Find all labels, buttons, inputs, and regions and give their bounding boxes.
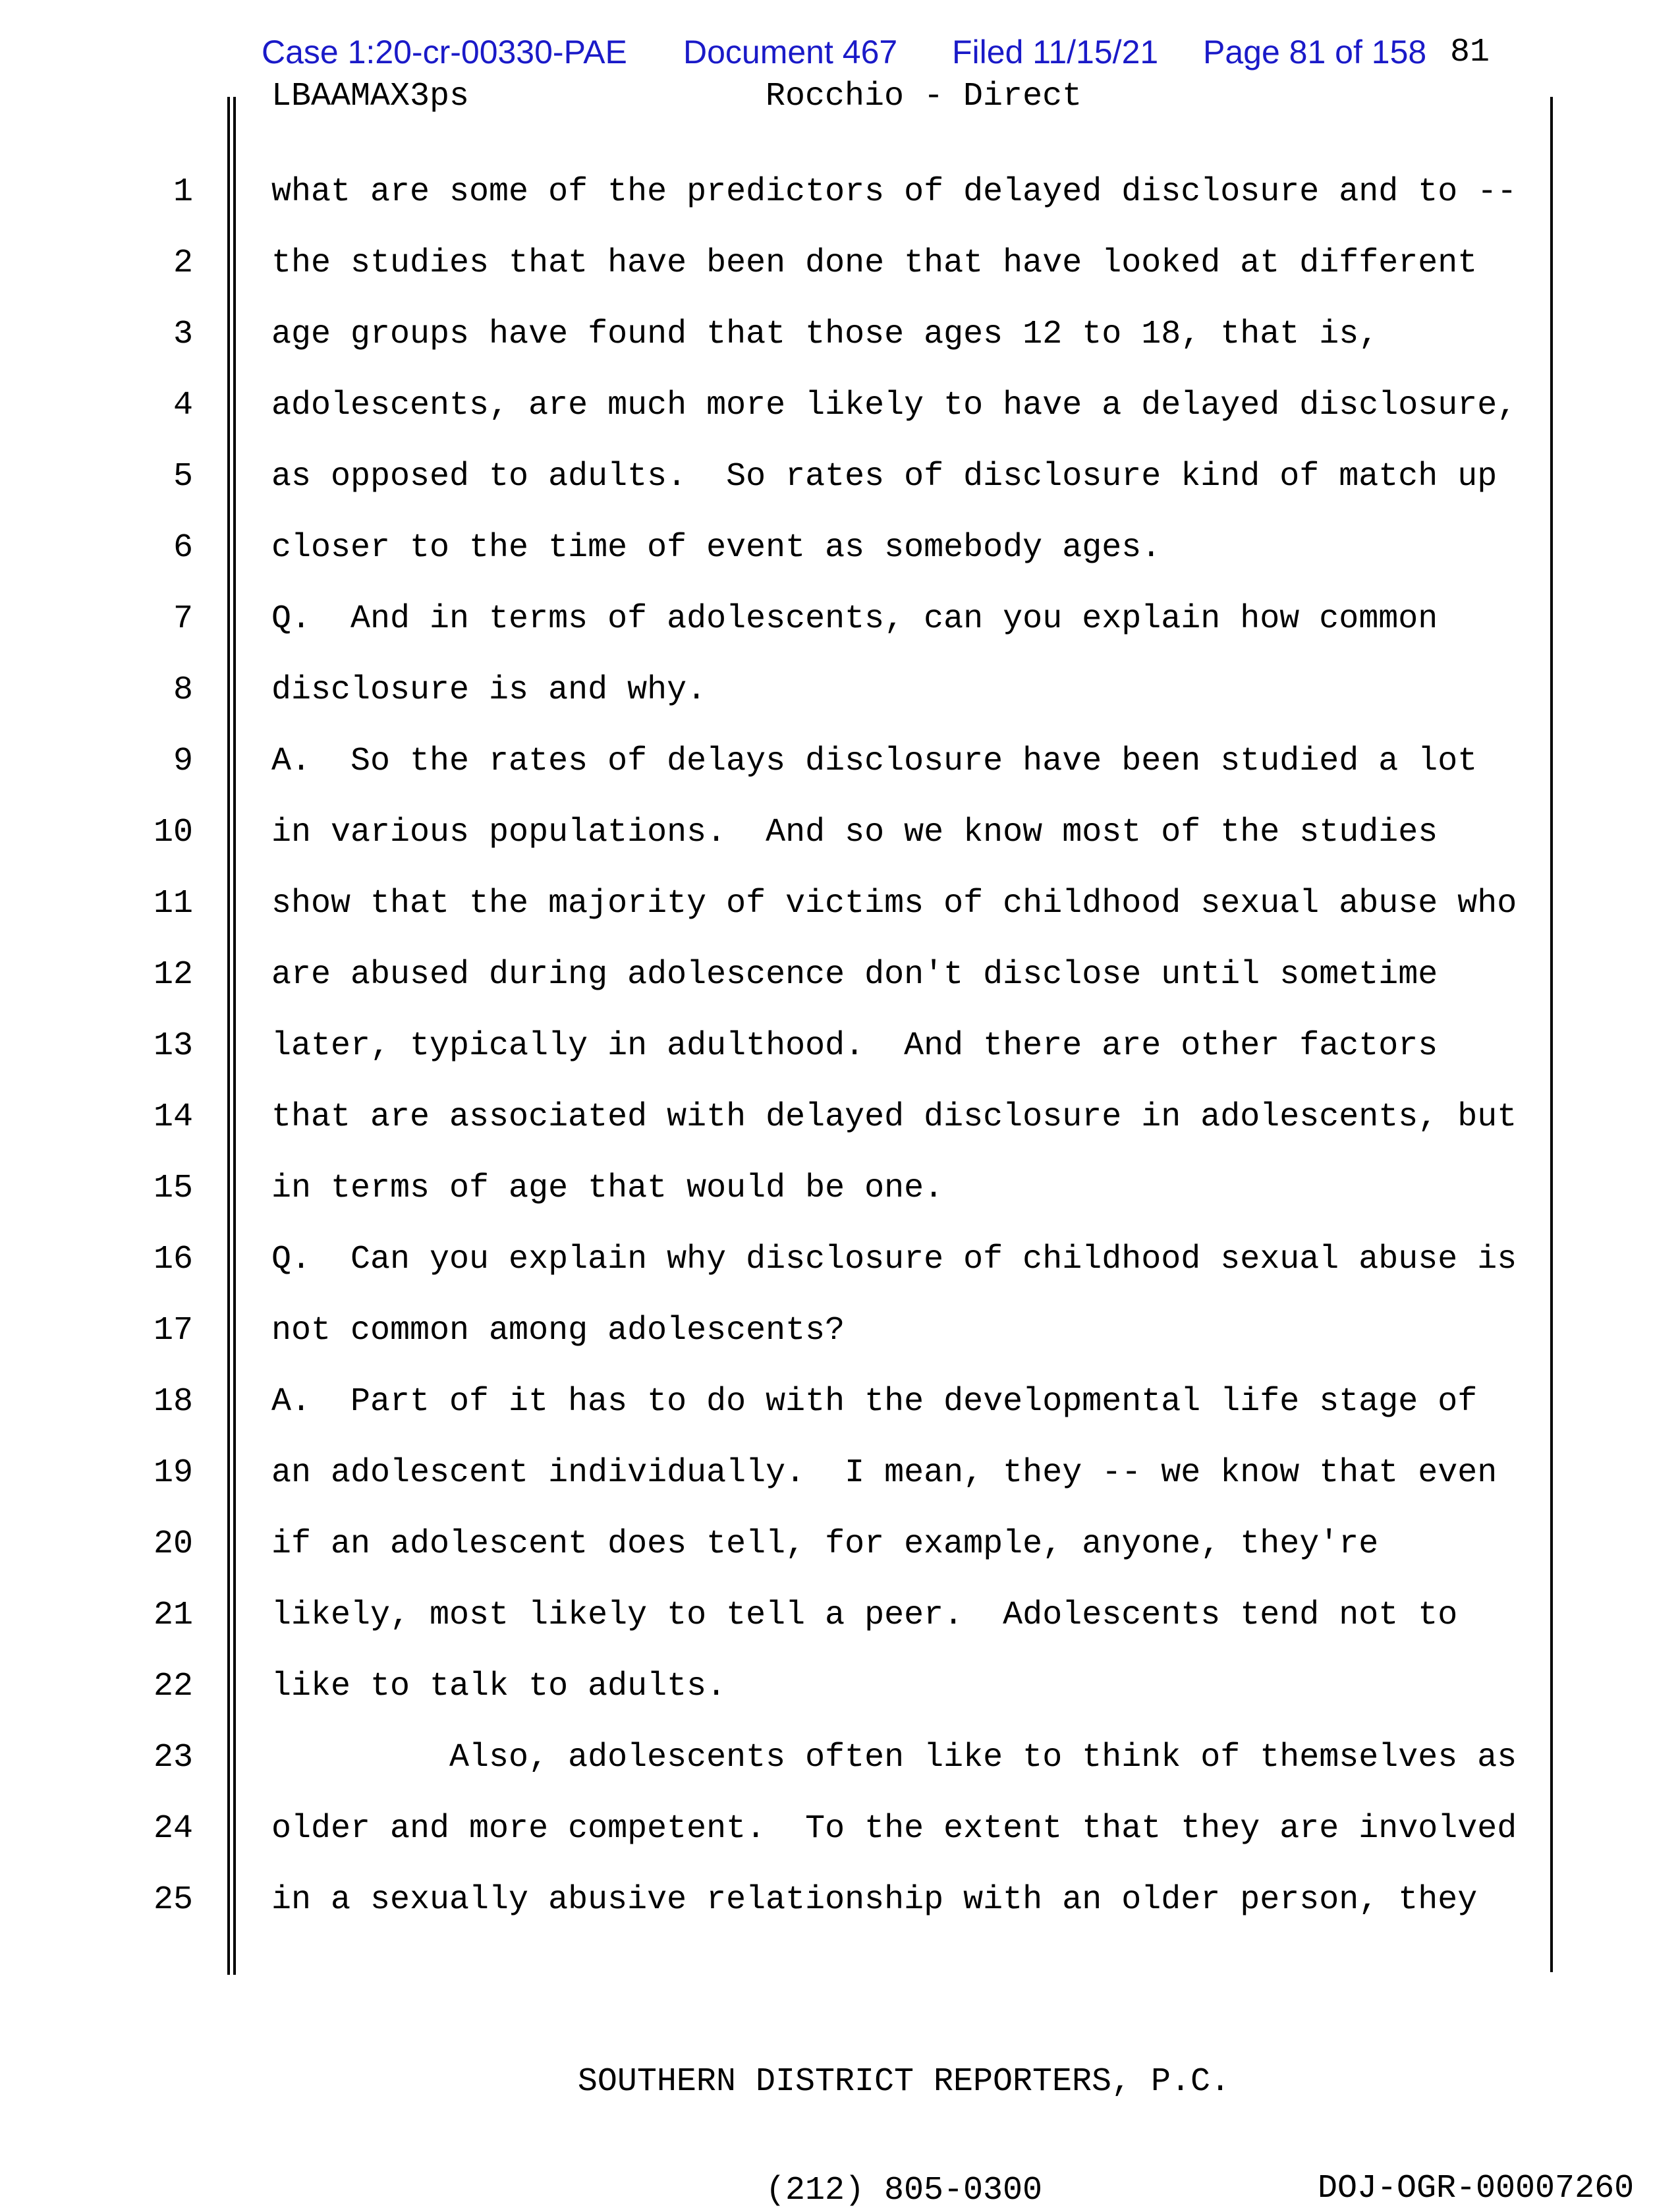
- bates-number: DOJ-OGR-00007260: [1318, 2170, 1635, 2207]
- line-text: Q. And in terms of adolescents, can you explain how common: [271, 600, 1438, 638]
- transcript-line: [0, 655, 1680, 726]
- transcript-id: LBAAMAX3ps: [271, 78, 470, 115]
- transcript-line: [0, 299, 1680, 370]
- line-text: in various populations. And so we know most of the studies: [271, 814, 1438, 851]
- line-number: 23: [153, 1739, 193, 1776]
- line-number: 15: [153, 1170, 193, 1207]
- line-number: 17: [153, 1312, 193, 1349]
- line-text: Q. Can you explain why disclosure of childhood sexual abuse is: [271, 1241, 1517, 1278]
- line-number: 13: [153, 1027, 193, 1065]
- line-number: 10: [153, 814, 193, 851]
- line-number: 3: [173, 316, 193, 353]
- line-text: not common among adolescents?: [271, 1312, 845, 1349]
- transcript-line: [0, 1509, 1680, 1580]
- transcript-line: [0, 1153, 1680, 1224]
- transcript-line: [0, 1438, 1680, 1509]
- line-number: 20: [153, 1525, 193, 1563]
- transcript-line: [0, 228, 1680, 299]
- page-number: 81: [1450, 34, 1490, 71]
- transcript-line: [0, 584, 1680, 655]
- line-text: closer to the time of event as somebody ages.: [271, 529, 1162, 567]
- line-number: 22: [153, 1668, 193, 1705]
- stamp-document: Document 467: [683, 34, 898, 71]
- transcript-line: [0, 726, 1680, 797]
- transcript-body: [0, 157, 1680, 1936]
- transcript-line: [0, 157, 1680, 228]
- line-number: 24: [153, 1810, 193, 1848]
- line-number: 7: [173, 600, 193, 638]
- line-text: A. Part of it has to do with the developmental life stage of: [271, 1383, 1478, 1421]
- stamp-page-of: Page 81 of 158: [1203, 34, 1427, 71]
- transcript-line: [0, 1580, 1680, 1651]
- line-number: 19: [153, 1454, 193, 1492]
- transcript-line: [0, 868, 1680, 940]
- line-text: older and more competent. To the extent that they are involved: [271, 1810, 1517, 1848]
- line-number: 14: [153, 1098, 193, 1136]
- line-text: an adolescent individually. I mean, they -- we know that even: [271, 1454, 1498, 1492]
- transcript-line: [0, 1011, 1680, 1082]
- transcript-line: [0, 797, 1680, 868]
- line-text: age groups have found that those ages 12 to 18, that is,: [271, 316, 1379, 353]
- transcript-line: [0, 370, 1680, 441]
- line-number: 6: [173, 529, 193, 567]
- stamp-case-number: Case 1:20-cr-00330-PAE: [262, 34, 627, 71]
- line-text: in terms of age that would be one.: [271, 1170, 944, 1207]
- transcript-line: [0, 1367, 1680, 1438]
- line-number: 12: [153, 956, 193, 994]
- line-text: are abused during adolescence don't disclose until sometime: [271, 956, 1438, 994]
- transcript-line: [0, 1865, 1680, 1936]
- line-number: 8: [173, 671, 193, 709]
- line-text: what are some of the predictors of delayed disclosure and to --: [271, 173, 1517, 211]
- transcript-line: [0, 1794, 1680, 1865]
- line-text: likely, most likely to tell a peer. Adolescents tend not to: [271, 1597, 1458, 1634]
- line-text: show that the majority of victims of childhood sexual abuse who: [271, 885, 1517, 922]
- transcript-line: [0, 1224, 1680, 1295]
- line-text: disclosure is and why.: [271, 671, 707, 709]
- line-number: 4: [173, 387, 193, 424]
- line-text: like to talk to adults.: [271, 1668, 727, 1705]
- line-number: 9: [173, 743, 193, 780]
- transcript-line: [0, 940, 1680, 1011]
- line-number: 11: [153, 885, 193, 922]
- line-text: if an adolescent does tell, for example, anyone, they're: [271, 1525, 1379, 1563]
- line-number: 18: [153, 1383, 193, 1421]
- transcript-line: [0, 1082, 1680, 1153]
- line-text: later, typically in adulthood. And there are other factors: [271, 1027, 1438, 1065]
- stamp-filed-date: Filed 11/15/21: [952, 34, 1159, 71]
- transcript-line: [0, 1295, 1680, 1367]
- line-number: 21: [153, 1597, 193, 1634]
- line-text: the studies that have been done that have looked at different: [271, 244, 1478, 282]
- line-number: 25: [153, 1881, 193, 1919]
- line-text: as opposed to adults. So rates of disclosure kind of match up: [271, 458, 1498, 496]
- line-number: 2: [173, 244, 193, 282]
- transcript-line: [0, 1722, 1680, 1794]
- line-number: 5: [173, 458, 193, 496]
- reporter-phone: (212) 805-0300: [765, 2172, 1043, 2209]
- line-text: Also, adolescents often like to think of themselves as: [271, 1739, 1517, 1776]
- line-number: 1: [173, 173, 193, 211]
- line-number: 16: [153, 1241, 193, 1278]
- transcript-line: [0, 441, 1680, 513]
- line-text: that are associated with delayed disclosure in adolescents, but: [271, 1098, 1517, 1136]
- transcript-line: [0, 513, 1680, 584]
- line-text: adolescents, are much more likely to have a delayed disclosure,: [271, 387, 1517, 424]
- line-text: in a sexually abusive relationship with an older person, they: [271, 1881, 1478, 1919]
- line-text: A. So the rates of delays disclosure have been studied a lot: [271, 743, 1478, 780]
- transcript-line: [0, 1651, 1680, 1722]
- session-title: Rocchio - Direct: [766, 78, 1082, 115]
- reporter-name: SOUTHERN DISTRICT REPORTERS, P.C.: [577, 2063, 1231, 2101]
